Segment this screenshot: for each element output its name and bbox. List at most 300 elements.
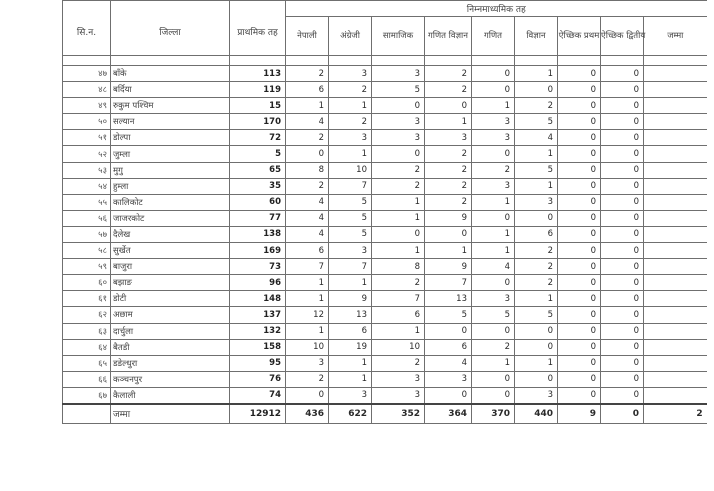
primary-cell: 76 (230, 371, 286, 387)
value-cell: 0 (472, 387, 515, 404)
value-cell (644, 178, 707, 194)
value-cell: 0 (601, 210, 644, 226)
table-row (63, 339, 707, 355)
table-row (63, 387, 707, 404)
primary-cell: 95 (230, 355, 286, 371)
value-cell: 1 (286, 323, 329, 339)
total-row (63, 404, 707, 424)
value-cell: 3 (425, 371, 472, 387)
value-cell (644, 323, 707, 339)
value-cell (644, 114, 707, 130)
value-cell: 2 (329, 114, 372, 130)
value-cell: 0 (558, 243, 601, 259)
serial-cell: ५८ (63, 243, 111, 259)
serial-cell: ५६ (63, 210, 111, 226)
value-cell: 5 (515, 307, 558, 323)
value-cell: 1 (515, 66, 558, 82)
value-cell: 0 (558, 210, 601, 226)
subject-header: ऐच्छिक प्रथम (558, 17, 601, 56)
subject-header: गणित विज्ञान (425, 17, 472, 56)
serial-cell: ५२ (63, 146, 111, 162)
value-cell: 2 (329, 82, 372, 98)
value-cell: 0 (558, 178, 601, 194)
value-cell: 0 (558, 323, 601, 339)
value-cell (644, 307, 707, 323)
serial-cell: ६५ (63, 355, 111, 371)
value-cell (644, 259, 707, 275)
value-cell: 3 (472, 114, 515, 130)
header-lower-secondary: निम्नमाध्यमिक तह (286, 1, 707, 17)
district-cell: कञ्चनपुर (111, 371, 230, 387)
serial-cell: ६३ (63, 323, 111, 339)
teacher-distribution-table (62, 0, 707, 424)
value-cell (644, 146, 707, 162)
value-cell: 6 (515, 226, 558, 242)
value-cell: 0 (601, 66, 644, 82)
primary-cell: 65 (230, 162, 286, 178)
value-cell: 0 (601, 387, 644, 404)
total-value-cell: 436 (286, 404, 329, 424)
value-cell: 5 (329, 226, 372, 242)
table-row (63, 243, 707, 259)
value-cell: 3 (372, 114, 425, 130)
value-cell: 3 (372, 130, 425, 146)
value-cell: 4 (286, 114, 329, 130)
value-cell: 4 (286, 210, 329, 226)
value-cell: 0 (601, 291, 644, 307)
value-cell (644, 291, 707, 307)
district-cell: कैलाली (111, 387, 230, 404)
value-cell: 3 (329, 130, 372, 146)
value-cell: 5 (329, 194, 372, 210)
value-cell: 1 (425, 243, 472, 259)
district-cell: डोटी (111, 291, 230, 307)
value-cell: 10 (329, 162, 372, 178)
value-cell: 2 (472, 339, 515, 355)
district-cell: डोल्पा (111, 130, 230, 146)
value-cell: 1 (329, 98, 372, 114)
total-label: जम्मा (111, 404, 230, 424)
value-cell: 0 (601, 371, 644, 387)
value-cell: 0 (472, 323, 515, 339)
value-cell: 9 (425, 259, 472, 275)
table-row (63, 210, 707, 226)
value-cell: 3 (372, 66, 425, 82)
value-cell: 0 (372, 226, 425, 242)
value-cell: 0 (601, 275, 644, 291)
header-primary: प्राथमिक तह (230, 1, 286, 56)
district-cell: कालिकोट (111, 194, 230, 210)
total-value-cell: 2 (644, 404, 707, 424)
serial-cell: ६४ (63, 339, 111, 355)
value-cell: 5 (329, 210, 372, 226)
serial-cell: ६२ (63, 307, 111, 323)
table-row (63, 162, 707, 178)
value-cell: 3 (329, 66, 372, 82)
primary-cell: 170 (230, 114, 286, 130)
header-serial: सि.न. (63, 1, 111, 56)
district-cell: बाँके (111, 66, 230, 82)
value-cell (644, 243, 707, 259)
value-cell: 0 (472, 275, 515, 291)
table-row (63, 146, 707, 162)
value-cell: 2 (372, 162, 425, 178)
value-cell: 19 (329, 339, 372, 355)
value-cell: 2 (286, 130, 329, 146)
header-district: जिल्ला (111, 1, 230, 56)
district-cell: बैतडी (111, 339, 230, 355)
value-cell: 0 (558, 291, 601, 307)
value-cell: 4 (472, 259, 515, 275)
district-cell: सुर्खेत (111, 243, 230, 259)
primary-cell: 137 (230, 307, 286, 323)
value-cell: 3 (515, 387, 558, 404)
total-value-cell: 622 (329, 404, 372, 424)
value-cell: 0 (601, 355, 644, 371)
district-cell: रुकुम पश्चिम (111, 98, 230, 114)
value-cell: 2 (515, 243, 558, 259)
value-cell: 1 (286, 291, 329, 307)
serial-cell: ५४ (63, 178, 111, 194)
value-cell: 1 (372, 210, 425, 226)
value-cell: 0 (558, 259, 601, 275)
serial-cell: ६६ (63, 371, 111, 387)
value-cell: 1 (286, 98, 329, 114)
value-cell: 12 (286, 307, 329, 323)
district-cell: सल्यान (111, 114, 230, 130)
value-cell: 5 (515, 162, 558, 178)
total-primary: 12912 (230, 404, 286, 424)
table-row (63, 114, 707, 130)
value-cell: 3 (329, 387, 372, 404)
value-cell: 0 (601, 130, 644, 146)
value-cell: 7 (329, 178, 372, 194)
value-cell: 3 (515, 194, 558, 210)
value-cell: 0 (601, 162, 644, 178)
primary-cell: 15 (230, 98, 286, 114)
serial-cell: ५७ (63, 226, 111, 242)
table-row (63, 130, 707, 146)
value-cell: 0 (558, 371, 601, 387)
value-cell: 1 (515, 355, 558, 371)
value-cell: 0 (472, 146, 515, 162)
district-cell: बर्दिया (111, 82, 230, 98)
value-cell: 4 (286, 194, 329, 210)
value-cell: 0 (425, 387, 472, 404)
district-cell: जुम्ला (111, 146, 230, 162)
value-cell (644, 355, 707, 371)
value-cell: 0 (601, 146, 644, 162)
value-cell: 1 (372, 323, 425, 339)
primary-cell: 119 (230, 82, 286, 98)
table-row (63, 323, 707, 339)
district-cell: डडेल्धुरा (111, 355, 230, 371)
value-cell: 6 (286, 243, 329, 259)
value-cell: 1 (472, 226, 515, 242)
value-cell: 0 (601, 323, 644, 339)
subject-header: ऐच्छिक द्वितीय (601, 17, 644, 56)
table-row (63, 259, 707, 275)
subject-header: अंग्रेजी (329, 17, 372, 56)
value-cell (644, 275, 707, 291)
district-cell: दैलेख (111, 226, 230, 242)
serial-cell: ६० (63, 275, 111, 291)
total-value-cell: 370 (472, 404, 515, 424)
value-cell: 0 (558, 114, 601, 130)
value-cell: 2 (286, 66, 329, 82)
value-cell: 5 (425, 307, 472, 323)
value-cell: 9 (425, 210, 472, 226)
primary-cell: 60 (230, 194, 286, 210)
value-cell: 3 (472, 130, 515, 146)
serial-cell: ४७ (63, 66, 111, 82)
serial-cell: ५१ (63, 130, 111, 146)
value-cell: 5 (515, 114, 558, 130)
value-cell: 0 (601, 339, 644, 355)
value-cell (644, 162, 707, 178)
value-cell: 0 (515, 210, 558, 226)
value-cell (644, 339, 707, 355)
serial-cell: ५९ (63, 259, 111, 275)
district-cell: बझाङ (111, 275, 230, 291)
value-cell: 0 (601, 82, 644, 98)
value-cell (644, 82, 707, 98)
value-cell: 1 (515, 291, 558, 307)
value-cell: 3 (372, 387, 425, 404)
table-row (63, 355, 707, 371)
value-cell: 3 (425, 130, 472, 146)
primary-cell: 96 (230, 275, 286, 291)
total-value-cell: 0 (601, 404, 644, 424)
value-cell: 1 (515, 178, 558, 194)
primary-cell: 138 (230, 226, 286, 242)
value-cell: 2 (372, 178, 425, 194)
primary-cell: 74 (230, 387, 286, 404)
value-cell: 2 (286, 371, 329, 387)
value-cell: 2 (425, 194, 472, 210)
subject-header: सामाजिक (372, 17, 425, 56)
table-row (63, 98, 707, 114)
serial-cell: ४८ (63, 82, 111, 98)
value-cell: 1 (425, 114, 472, 130)
value-cell: 3 (329, 243, 372, 259)
value-cell: 10 (372, 339, 425, 355)
value-cell: 6 (286, 82, 329, 98)
total-value-cell: 352 (372, 404, 425, 424)
value-cell: 0 (601, 226, 644, 242)
value-cell (644, 130, 707, 146)
value-cell: 7 (286, 259, 329, 275)
primary-cell: 77 (230, 210, 286, 226)
table-row (63, 275, 707, 291)
value-cell: 1 (329, 355, 372, 371)
value-cell: 0 (601, 114, 644, 130)
primary-cell: 73 (230, 259, 286, 275)
primary-cell: 132 (230, 323, 286, 339)
primary-cell: 169 (230, 243, 286, 259)
value-cell: 0 (558, 146, 601, 162)
value-cell: 0 (601, 259, 644, 275)
value-cell: 2 (472, 162, 515, 178)
value-cell: 0 (601, 243, 644, 259)
table-row (63, 178, 707, 194)
value-cell: 0 (515, 339, 558, 355)
value-cell: 2 (515, 98, 558, 114)
serial-cell: ६७ (63, 387, 111, 404)
value-cell: 0 (601, 178, 644, 194)
value-cell: 5 (372, 82, 425, 98)
value-cell: 0 (601, 98, 644, 114)
value-cell: 8 (372, 259, 425, 275)
value-cell: 2 (425, 178, 472, 194)
header-spacer-row (63, 56, 707, 66)
district-cell: दार्चुला (111, 323, 230, 339)
value-cell (644, 66, 707, 82)
total-value-cell: 9 (558, 404, 601, 424)
value-cell: 4 (425, 355, 472, 371)
table-row (63, 291, 707, 307)
value-cell: 4 (515, 130, 558, 146)
value-cell: 0 (472, 82, 515, 98)
value-cell: 0 (286, 387, 329, 404)
value-cell: 6 (329, 323, 372, 339)
primary-cell: 5 (230, 146, 286, 162)
value-cell: 10 (286, 339, 329, 355)
value-cell: 0 (558, 98, 601, 114)
total-value-cell: 440 (515, 404, 558, 424)
value-cell: 2 (515, 259, 558, 275)
value-cell: 0 (372, 146, 425, 162)
value-cell: 8 (286, 162, 329, 178)
value-cell: 0 (558, 275, 601, 291)
value-cell: 13 (425, 291, 472, 307)
value-cell: 3 (472, 291, 515, 307)
value-cell: 2 (515, 275, 558, 291)
value-cell (644, 226, 707, 242)
value-cell: 0 (601, 194, 644, 210)
primary-cell: 72 (230, 130, 286, 146)
value-cell: 0 (558, 162, 601, 178)
value-cell (644, 98, 707, 114)
value-cell: 0 (425, 98, 472, 114)
value-cell: 1 (286, 275, 329, 291)
serial-cell: ४९ (63, 98, 111, 114)
district-cell: अछाम (111, 307, 230, 323)
value-cell (644, 387, 707, 404)
value-cell: 0 (472, 371, 515, 387)
value-cell: 5 (472, 307, 515, 323)
value-cell: 0 (515, 82, 558, 98)
value-cell: 0 (472, 66, 515, 82)
value-cell: 2 (372, 275, 425, 291)
value-cell: 3 (372, 371, 425, 387)
value-cell: 2 (286, 178, 329, 194)
value-cell: 0 (558, 339, 601, 355)
value-cell: 0 (425, 226, 472, 242)
value-cell: 6 (425, 339, 472, 355)
value-cell: 0 (372, 98, 425, 114)
table-row (63, 307, 707, 323)
serial-cell: ५३ (63, 162, 111, 178)
district-cell: हुम्ला (111, 178, 230, 194)
value-cell: 0 (286, 146, 329, 162)
value-cell: 0 (515, 323, 558, 339)
value-cell: 1 (372, 194, 425, 210)
subject-header: नेपाली (286, 17, 329, 56)
value-cell: 1 (472, 98, 515, 114)
total-value-cell: 364 (425, 404, 472, 424)
value-cell: 2 (425, 162, 472, 178)
value-cell: 0 (558, 226, 601, 242)
value-cell: 1 (329, 146, 372, 162)
value-cell (644, 194, 707, 210)
table-body (63, 66, 707, 424)
value-cell: 0 (558, 66, 601, 82)
serial-cell: ६१ (63, 291, 111, 307)
value-cell: 0 (558, 194, 601, 210)
district-cell: जाजरकोट (111, 210, 230, 226)
district-cell: बाजुरा (111, 259, 230, 275)
serial-cell: ५५ (63, 194, 111, 210)
value-cell: 2 (425, 82, 472, 98)
value-cell: 9 (329, 291, 372, 307)
value-cell: 2 (372, 355, 425, 371)
total-serial-cell (63, 404, 111, 424)
value-cell: 1 (515, 146, 558, 162)
serial-cell: ५० (63, 114, 111, 130)
value-cell: 6 (372, 307, 425, 323)
district-cell: मुगु (111, 162, 230, 178)
value-cell: 0 (558, 387, 601, 404)
subject-header: विज्ञान (515, 17, 558, 56)
value-cell: 0 (425, 323, 472, 339)
primary-cell: 113 (230, 66, 286, 82)
value-cell: 1 (329, 275, 372, 291)
value-cell: 2 (425, 146, 472, 162)
value-cell: 2 (425, 66, 472, 82)
table-row (63, 371, 707, 387)
value-cell: 4 (286, 226, 329, 242)
value-cell: 1 (372, 243, 425, 259)
primary-cell: 148 (230, 291, 286, 307)
value-cell: 3 (286, 355, 329, 371)
value-cell: 1 (472, 243, 515, 259)
value-cell (644, 371, 707, 387)
value-cell: 7 (425, 275, 472, 291)
value-cell: 7 (372, 291, 425, 307)
data-table-sheet (62, 0, 703, 470)
table-row (63, 194, 707, 210)
value-cell: 7 (329, 259, 372, 275)
value-cell: 0 (558, 130, 601, 146)
primary-cell: 35 (230, 178, 286, 194)
primary-cell: 158 (230, 339, 286, 355)
value-cell: 3 (472, 178, 515, 194)
value-cell (644, 210, 707, 226)
value-cell: 1 (472, 355, 515, 371)
table-row (63, 226, 707, 242)
subject-header: जम्मा (644, 17, 707, 56)
value-cell: 0 (558, 307, 601, 323)
table-row (63, 66, 707, 82)
subject-header: गणित (472, 17, 515, 56)
value-cell: 0 (515, 371, 558, 387)
table-row (63, 82, 707, 98)
value-cell: 1 (472, 194, 515, 210)
value-cell: 0 (472, 210, 515, 226)
value-cell: 0 (558, 82, 601, 98)
value-cell: 13 (329, 307, 372, 323)
